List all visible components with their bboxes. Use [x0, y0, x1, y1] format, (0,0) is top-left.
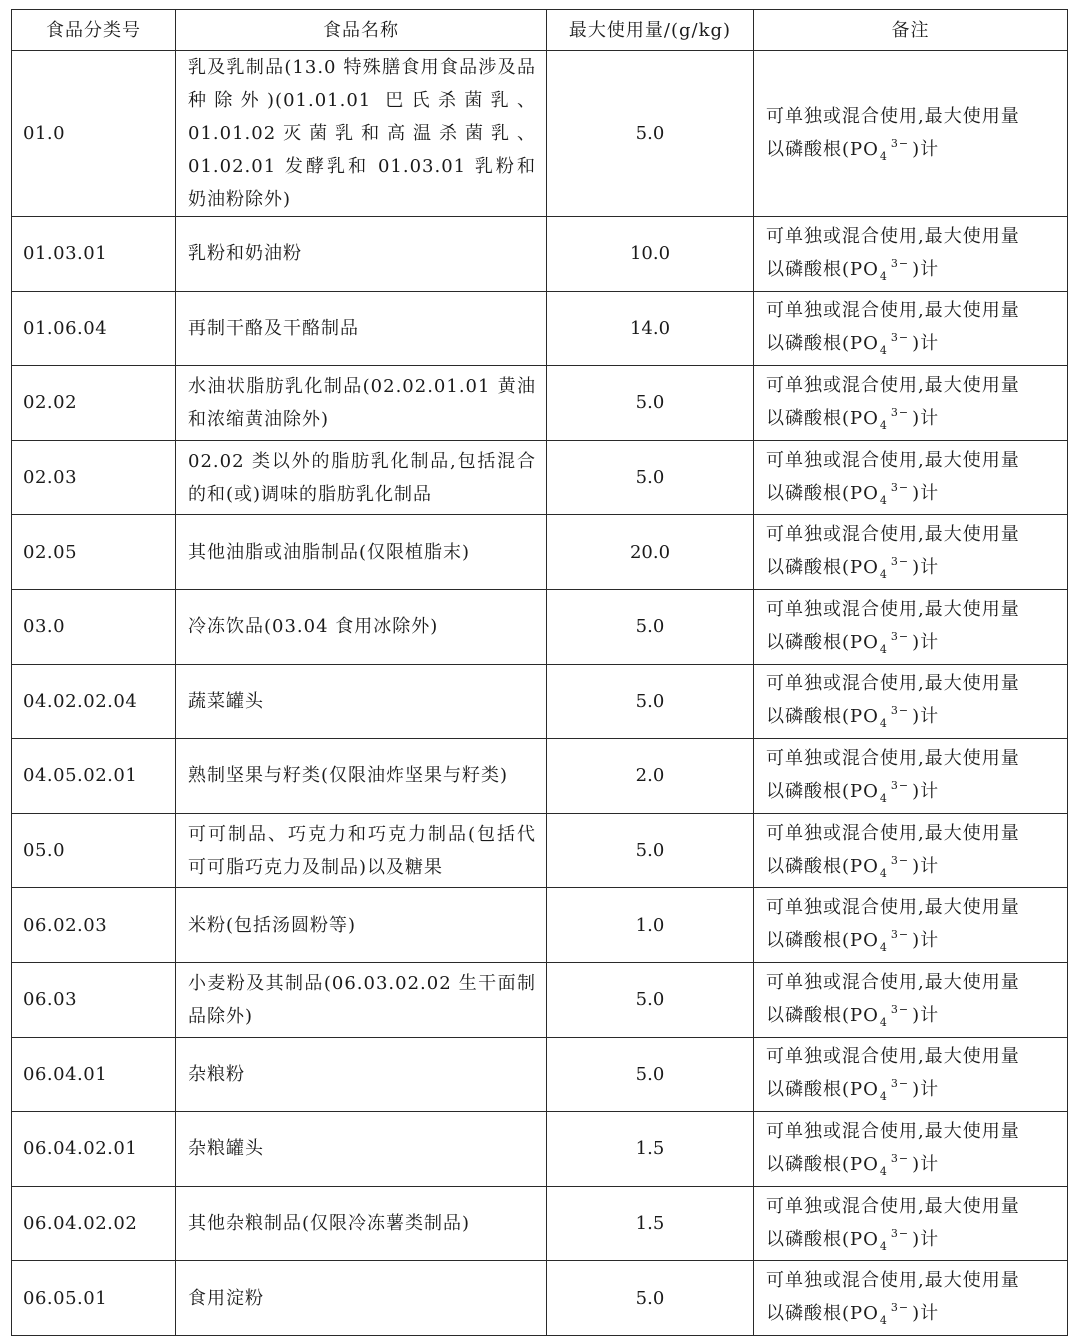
note-line-1: 可单独或混合使用,最大使用量	[766, 300, 1020, 322]
note-line-2	[766, 999, 1059, 1034]
note-line-1: 可单独或混合使用,最大使用量	[766, 897, 1020, 919]
note-line-2	[766, 253, 1059, 288]
note-cell	[754, 664, 1068, 739]
note-subscript: 4	[879, 866, 888, 880]
note-prefix: 以磷酸根(PO	[766, 855, 879, 877]
note-cell	[754, 962, 1068, 1037]
note-line-2	[766, 1223, 1059, 1258]
table-row	[12, 217, 1068, 292]
note-line-2	[766, 1073, 1059, 1108]
note-prefix: 以磷酸根(PO	[766, 930, 879, 952]
food-code-cell: 05.0	[12, 813, 176, 888]
note-suffix: )计	[912, 1153, 940, 1175]
note-suffix: )计	[912, 333, 940, 355]
note-cell	[754, 739, 1068, 814]
note-subscript: 4	[879, 1314, 888, 1328]
note-prefix: 以磷酸根(PO	[766, 1228, 879, 1250]
note-prefix: 以磷酸根(PO	[766, 1004, 879, 1026]
note-cell	[754, 1112, 1068, 1187]
note-superscript: 3−	[890, 136, 910, 150]
food-name-cell: 熟制坚果与籽类(仅限油炸坚果与籽类)	[176, 739, 547, 814]
note-subscript: 4	[879, 344, 888, 358]
note-line-2	[766, 551, 1059, 586]
note-subscript: 4	[879, 1090, 888, 1104]
max-usage-cell: 5.0	[547, 813, 754, 888]
note-superscript: 3−	[890, 405, 910, 419]
food-name-cell: 杂粮粉	[176, 1037, 547, 1112]
note-cell	[754, 515, 1068, 590]
food-name-cell: 冷冻饮品(03.04 食用冰除外)	[176, 589, 547, 664]
food-code-cell: 06.02.03	[12, 888, 176, 963]
food-code-cell: 01.0	[12, 51, 176, 217]
note-superscript: 3−	[890, 1151, 910, 1165]
note-suffix: )计	[912, 138, 940, 160]
note-superscript: 3−	[890, 1301, 910, 1315]
max-usage-cell: 5.0	[547, 664, 754, 739]
note-suffix: )计	[912, 258, 940, 280]
note-prefix: 以磷酸根(PO	[766, 407, 879, 429]
table-row	[12, 664, 1068, 739]
note-subscript: 4	[879, 941, 888, 955]
note-superscript: 3−	[890, 331, 910, 345]
food-name-cell: 其他油脂或油脂制品(仅限植脂末)	[176, 515, 547, 590]
note-subscript: 4	[879, 1015, 888, 1029]
table-row	[12, 515, 1068, 590]
note-prefix: 以磷酸根(PO	[766, 482, 879, 504]
note-prefix: 以磷酸根(PO	[766, 258, 879, 280]
note-line-1: 可单独或混合使用,最大使用量	[766, 673, 1020, 695]
table-row	[12, 1112, 1068, 1187]
note-suffix: )计	[912, 557, 940, 579]
note-subscript: 4	[879, 717, 888, 731]
note-superscript: 3−	[890, 555, 910, 569]
food-name-cell: 乳粉和奶油粉	[176, 217, 547, 292]
max-usage-cell: 5.0	[547, 440, 754, 515]
note-line-2	[766, 133, 1059, 168]
note-superscript: 3−	[890, 1002, 910, 1016]
note-prefix: 以磷酸根(PO	[766, 138, 879, 160]
note-cell	[754, 366, 1068, 441]
note-cell	[754, 217, 1068, 292]
note-cell	[754, 291, 1068, 366]
food-code-cell: 01.06.04	[12, 291, 176, 366]
food-name-cell: 再制干酪及干酪制品	[176, 291, 547, 366]
max-usage-cell: 5.0	[547, 962, 754, 1037]
note-suffix: )计	[912, 1303, 940, 1325]
table-row	[12, 589, 1068, 664]
note-prefix: 以磷酸根(PO	[766, 1153, 879, 1175]
food-name-cell: 水油状脂肪乳化制品(02.02.01.01 黄油和浓缩黄油除外)	[176, 366, 547, 441]
note-line-2	[766, 477, 1059, 512]
note-superscript: 3−	[890, 778, 910, 792]
table-row	[12, 440, 1068, 515]
note-subscript: 4	[879, 493, 888, 507]
note-subscript: 4	[879, 568, 888, 582]
note-superscript: 3−	[890, 928, 910, 942]
food-code-cell: 06.04.01	[12, 1037, 176, 1112]
note-line-2	[766, 700, 1059, 735]
food-name-cell: 其他杂粮制品(仅限冷冻薯类制品)	[176, 1186, 547, 1261]
max-usage-cell: 5.0	[547, 1261, 754, 1336]
note-line-1: 可单独或混合使用,最大使用量	[766, 105, 1020, 127]
note-cell	[754, 589, 1068, 664]
table-body	[12, 51, 1068, 1336]
table-row	[12, 1186, 1068, 1261]
food-name-cell: 蔬菜罐头	[176, 664, 547, 739]
note-line-1: 可单独或混合使用,最大使用量	[766, 449, 1020, 471]
food-code-cell: 06.04.02.02	[12, 1186, 176, 1261]
header-max-usage: 最大使用量/(g/kg)	[547, 10, 754, 51]
table-header	[12, 10, 1068, 51]
food-code-cell: 03.0	[12, 589, 176, 664]
max-usage-cell: 14.0	[547, 291, 754, 366]
note-line-1: 可单独或混合使用,最大使用量	[766, 747, 1020, 769]
note-line-2	[766, 1148, 1059, 1183]
note-superscript: 3−	[890, 853, 910, 867]
max-usage-cell: 20.0	[547, 515, 754, 590]
note-suffix: )计	[912, 1004, 940, 1026]
note-line-1: 可单独或混合使用,最大使用量	[766, 225, 1020, 247]
note-superscript: 3−	[890, 704, 910, 718]
note-prefix: 以磷酸根(PO	[766, 557, 879, 579]
max-usage-cell: 5.0	[547, 589, 754, 664]
note-subscript: 4	[879, 269, 888, 283]
food-code-cell: 06.04.02.01	[12, 1112, 176, 1187]
note-superscript: 3−	[890, 480, 910, 494]
note-cell	[754, 51, 1068, 217]
food-code-cell: 02.02	[12, 366, 176, 441]
note-line-1: 可单独或混合使用,最大使用量	[766, 822, 1020, 844]
header-row	[12, 10, 1068, 51]
note-line-2	[766, 402, 1059, 437]
food-code-cell: 01.03.01	[12, 217, 176, 292]
food-name-cell: 可可制品、巧克力和巧克力制品(包括代可可脂巧克力及制品)以及糖果	[176, 813, 547, 888]
max-usage-cell: 1.0	[547, 888, 754, 963]
header-note: 备注	[754, 10, 1068, 51]
note-subscript: 4	[879, 642, 888, 656]
note-prefix: 以磷酸根(PO	[766, 333, 879, 355]
table-row	[12, 888, 1068, 963]
note-cell	[754, 888, 1068, 963]
note-suffix: )计	[912, 930, 940, 952]
note-subscript: 4	[879, 1164, 888, 1178]
note-line-1: 可单独或混合使用,最大使用量	[766, 1270, 1020, 1292]
note-cell	[754, 440, 1068, 515]
note-cell	[754, 1186, 1068, 1261]
table-row	[12, 51, 1068, 217]
max-usage-cell: 1.5	[547, 1112, 754, 1187]
note-prefix: 以磷酸根(PO	[766, 631, 879, 653]
max-usage-cell: 5.0	[547, 366, 754, 441]
note-cell	[754, 1037, 1068, 1112]
note-superscript: 3−	[890, 256, 910, 270]
note-line-1: 可单独或混合使用,最大使用量	[766, 1046, 1020, 1068]
note-subscript: 4	[879, 791, 888, 805]
note-line-1: 可单独或混合使用,最大使用量	[766, 1195, 1020, 1217]
table-row	[12, 962, 1068, 1037]
table-row	[12, 291, 1068, 366]
note-line-1: 可单独或混合使用,最大使用量	[766, 971, 1020, 993]
note-line-1: 可单独或混合使用,最大使用量	[766, 1120, 1020, 1142]
note-line-2	[766, 1297, 1059, 1332]
note-line-2	[766, 775, 1059, 810]
table-row	[12, 1037, 1068, 1112]
max-usage-cell: 5.0	[547, 1037, 754, 1112]
note-suffix: )计	[912, 780, 940, 802]
header-code: 食品分类号	[12, 10, 176, 51]
note-subscript: 4	[879, 149, 888, 163]
note-suffix: )计	[912, 706, 940, 728]
food-code-cell: 04.05.02.01	[12, 739, 176, 814]
note-cell	[754, 1261, 1068, 1336]
table-row	[12, 366, 1068, 441]
note-line-2	[766, 924, 1059, 959]
note-line-1: 可单独或混合使用,最大使用量	[766, 598, 1020, 620]
note-suffix: )计	[912, 1228, 940, 1250]
note-subscript: 4	[879, 418, 888, 432]
table-row	[12, 1261, 1068, 1336]
note-line-1: 可单独或混合使用,最大使用量	[766, 374, 1020, 396]
max-usage-cell: 2.0	[547, 739, 754, 814]
max-usage-cell: 10.0	[547, 217, 754, 292]
note-superscript: 3−	[890, 1077, 910, 1091]
note-line-2	[766, 850, 1059, 885]
food-name-cell: 02.02 类以外的脂肪乳化制品,包括混合的和(或)调味的脂肪乳化制品	[176, 440, 547, 515]
note-suffix: )计	[912, 631, 940, 653]
max-usage-cell: 5.0	[547, 51, 754, 217]
note-prefix: 以磷酸根(PO	[766, 706, 879, 728]
note-line-2	[766, 327, 1059, 362]
note-suffix: )计	[912, 855, 940, 877]
food-name-cell: 米粉(包括汤圆粉等)	[176, 888, 547, 963]
food-name-cell: 食用淀粉	[176, 1261, 547, 1336]
header-name: 食品名称	[176, 10, 547, 51]
note-prefix: 以磷酸根(PO	[766, 1303, 879, 1325]
food-code-cell: 06.05.01	[12, 1261, 176, 1336]
note-line-1: 可单独或混合使用,最大使用量	[766, 524, 1020, 546]
note-suffix: )计	[912, 407, 940, 429]
note-prefix: 以磷酸根(PO	[766, 780, 879, 802]
note-superscript: 3−	[890, 629, 910, 643]
food-name-cell: 乳及乳制品(13.0 特殊膳食用食品涉及品种除外)(01.01.01 巴氏杀菌乳、01.01.02灭菌乳和高温杀菌乳、01.02.01 发酵乳和 01.03.01 乳粉和奶油粉除外)	[176, 51, 547, 217]
food-additive-table	[11, 9, 1068, 1336]
note-cell	[754, 813, 1068, 888]
food-code-cell: 02.03	[12, 440, 176, 515]
food-name-cell: 杂粮罐头	[176, 1112, 547, 1187]
table-row	[12, 813, 1068, 888]
table-row	[12, 739, 1068, 814]
food-code-cell: 02.05	[12, 515, 176, 590]
food-code-cell: 04.02.02.04	[12, 664, 176, 739]
note-suffix: )计	[912, 482, 940, 504]
max-usage-cell: 1.5	[547, 1186, 754, 1261]
note-subscript: 4	[879, 1239, 888, 1253]
note-line-2	[766, 626, 1059, 661]
note-prefix: 以磷酸根(PO	[766, 1079, 879, 1101]
note-superscript: 3−	[890, 1226, 910, 1240]
note-suffix: )计	[912, 1079, 940, 1101]
food-name-cell: 小麦粉及其制品(06.03.02.02 生干面制品除外)	[176, 962, 547, 1037]
food-code-cell: 06.03	[12, 962, 176, 1037]
